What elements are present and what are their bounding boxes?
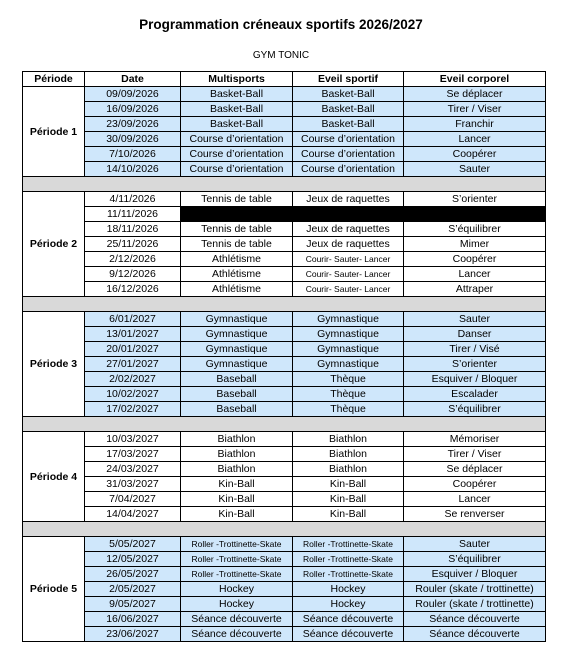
- eveil-corporel-cell: Sauter: [404, 312, 546, 327]
- multisports-cell: [181, 207, 293, 222]
- eveil-sportif-cell: [293, 207, 404, 222]
- eveil-sportif-cell: Roller -Trottinette-Skate: [293, 537, 404, 552]
- eveil-sportif-cell: Biathlon: [293, 462, 404, 477]
- table-row: [23, 162, 546, 177]
- header-period: Période: [23, 72, 85, 87]
- table-row: [23, 387, 546, 402]
- table-row: [23, 117, 546, 132]
- date-cell: 17/03/2027: [85, 447, 181, 462]
- eveil-sportif-cell: Jeux de raquettes: [293, 237, 404, 252]
- table-row: [23, 402, 546, 417]
- multisports-cell: Gymnastique: [181, 357, 293, 372]
- eveil-sportif-cell: Courir- Sauter- Lancer: [293, 267, 404, 282]
- table-row: [23, 87, 546, 102]
- table-row: [23, 537, 546, 552]
- eveil-sportif-cell: Hockey: [293, 597, 404, 612]
- eveil-sportif-cell: Course d’orientation: [293, 162, 404, 177]
- multisports-cell: Course d’orientation: [181, 162, 293, 177]
- table-row: [23, 507, 546, 522]
- table-row: [23, 192, 546, 207]
- date-cell: 11/11/2026: [85, 207, 181, 222]
- multisports-cell: Athlétisme: [181, 282, 293, 297]
- eveil-sportif-cell: Gymnastique: [293, 327, 404, 342]
- table-row: [23, 342, 546, 357]
- date-cell: 23/06/2027: [85, 627, 181, 642]
- multisports-cell: Gymnastique: [181, 327, 293, 342]
- date-cell: 18/11/2026: [85, 222, 181, 237]
- eveil-corporel-cell: Coopérer: [404, 252, 546, 267]
- table-row: [23, 207, 546, 222]
- table-row: [23, 282, 546, 297]
- date-cell: 4/11/2026: [85, 192, 181, 207]
- eveil-corporel-cell: S’orienter: [404, 192, 546, 207]
- date-cell: 09/09/2026: [85, 87, 181, 102]
- eveil-corporel-cell: Lancer: [404, 492, 546, 507]
- table-row: [23, 552, 546, 567]
- multisports-cell: Roller -Trottinette-Skate: [181, 552, 293, 567]
- eveil-sportif-cell: Course d’orientation: [293, 132, 404, 147]
- eveil-corporel-cell: Séance découverte: [404, 612, 546, 627]
- table-row: [23, 327, 546, 342]
- eveil-corporel-cell: Se renverser: [404, 507, 546, 522]
- eveil-sportif-cell: Roller -Trottinette-Skate: [293, 552, 404, 567]
- eveil-sportif-cell: Hockey: [293, 582, 404, 597]
- header-eveil-corporel: Eveil corporel: [404, 72, 546, 87]
- eveil-sportif-cell: Gymnastique: [293, 342, 404, 357]
- date-cell: 31/03/2027: [85, 477, 181, 492]
- multisports-cell: Basket-Ball: [181, 117, 293, 132]
- eveil-corporel-cell: S’équilibrer: [404, 222, 546, 237]
- multisports-cell: Biathlon: [181, 447, 293, 462]
- eveil-sportif-cell: Gymnastique: [293, 357, 404, 372]
- eveil-corporel-cell: Tirer / Visé: [404, 342, 546, 357]
- multisports-cell: Course d’orientation: [181, 132, 293, 147]
- eveil-corporel-cell: Esquiver / Bloquer: [404, 567, 546, 582]
- eveil-sportif-cell: Séance découverte: [293, 612, 404, 627]
- multisports-cell: Baseball: [181, 402, 293, 417]
- multisports-cell: Séance découverte: [181, 627, 293, 642]
- date-cell: 30/09/2026: [85, 132, 181, 147]
- multisports-cell: Athlétisme: [181, 267, 293, 282]
- period-label: Période 5: [23, 537, 85, 642]
- multisports-cell: Gymnastique: [181, 312, 293, 327]
- date-cell: 14/04/2027: [85, 507, 181, 522]
- multisports-cell: Roller -Trottinette-Skate: [181, 567, 293, 582]
- table-row: [23, 462, 546, 477]
- multisports-cell: Basket-Ball: [181, 102, 293, 117]
- table-row: [23, 612, 546, 627]
- table-row: [23, 582, 546, 597]
- eveil-sportif-cell: Biathlon: [293, 432, 404, 447]
- eveil-sportif-cell: Séance découverte: [293, 627, 404, 642]
- multisports-cell: Hockey: [181, 582, 293, 597]
- multisports-cell: Basket-Ball: [181, 87, 293, 102]
- table-row: [23, 567, 546, 582]
- eveil-corporel-cell: Coopérer: [404, 147, 546, 162]
- eveil-corporel-cell: Sauter: [404, 162, 546, 177]
- date-cell: 7/04/2027: [85, 492, 181, 507]
- multisports-cell: Tennis de table: [181, 192, 293, 207]
- eveil-sportif-cell: Kin-Ball: [293, 507, 404, 522]
- eveil-corporel-cell: Attraper: [404, 282, 546, 297]
- table-row: [23, 252, 546, 267]
- date-cell: 5/05/2027: [85, 537, 181, 552]
- date-cell: 26/05/2027: [85, 567, 181, 582]
- eveil-sportif-cell: Kin-Ball: [293, 492, 404, 507]
- date-cell: 20/01/2027: [85, 342, 181, 357]
- multisports-cell: Gymnastique: [181, 342, 293, 357]
- eveil-sportif-cell: Thèque: [293, 372, 404, 387]
- date-cell: 17/02/2027: [85, 402, 181, 417]
- date-cell: 6/01/2027: [85, 312, 181, 327]
- eveil-corporel-cell: Danser: [404, 327, 546, 342]
- multisports-cell: Baseball: [181, 387, 293, 402]
- table-row: [23, 147, 546, 162]
- table-row: [23, 492, 546, 507]
- table-row: [23, 237, 546, 252]
- date-cell: 25/11/2026: [85, 237, 181, 252]
- eveil-sportif-cell: Roller -Trottinette-Skate: [293, 567, 404, 582]
- eveil-sportif-cell: Gymnastique: [293, 312, 404, 327]
- multisports-cell: Hockey: [181, 597, 293, 612]
- eveil-sportif-cell: Course d’orientation: [293, 147, 404, 162]
- header-eveil-sportif: Eveil sportif: [293, 72, 404, 87]
- date-cell: 24/03/2027: [85, 462, 181, 477]
- header-row: [23, 72, 546, 87]
- table-row: [23, 597, 546, 612]
- date-cell: 10/02/2027: [85, 387, 181, 402]
- period-separator: [23, 177, 546, 192]
- eveil-corporel-cell: Coopérer: [404, 477, 546, 492]
- separator-cell: [23, 417, 546, 432]
- eveil-corporel-cell: S’équilibrer: [404, 552, 546, 567]
- eveil-sportif-cell: Basket-Ball: [293, 102, 404, 117]
- multisports-cell: Biathlon: [181, 462, 293, 477]
- table-row: [23, 627, 546, 642]
- multisports-cell: Tennis de table: [181, 222, 293, 237]
- period-label: Période 4: [23, 432, 85, 522]
- separator-cell: [23, 177, 546, 192]
- eveil-sportif-cell: Thèque: [293, 387, 404, 402]
- page-title: Programmation créneaux sportifs 2026/2027: [139, 17, 423, 32]
- eveil-corporel-cell: Lancer: [404, 132, 546, 147]
- multisports-cell: Tennis de table: [181, 237, 293, 252]
- multisports-cell: Baseball: [181, 372, 293, 387]
- eveil-corporel-cell: Mémoriser: [404, 432, 546, 447]
- date-cell: 2/05/2027: [85, 582, 181, 597]
- eveil-corporel-cell: Lancer: [404, 267, 546, 282]
- multisports-cell: Course d’orientation: [181, 147, 293, 162]
- table-row: [23, 372, 546, 387]
- table-row: [23, 222, 546, 237]
- date-cell: 16/12/2026: [85, 282, 181, 297]
- separator-cell: [23, 522, 546, 537]
- eveil-corporel-cell: Escalader: [404, 387, 546, 402]
- table-row: [23, 357, 546, 372]
- table-row: [23, 432, 546, 447]
- eveil-corporel-cell: S’équilibrer: [404, 402, 546, 417]
- multisports-cell: Athlétisme: [181, 252, 293, 267]
- date-cell: 23/09/2026: [85, 117, 181, 132]
- multisports-cell: Roller -Trottinette-Skate: [181, 537, 293, 552]
- date-cell: 14/10/2026: [85, 162, 181, 177]
- date-cell: 27/01/2027: [85, 357, 181, 372]
- date-cell: 9/05/2027: [85, 597, 181, 612]
- eveil-corporel-cell: Se déplacer: [404, 462, 546, 477]
- date-cell: 2/02/2027: [85, 372, 181, 387]
- multisports-cell: Kin-Ball: [181, 492, 293, 507]
- eveil-corporel-cell: [404, 207, 546, 222]
- table-row: [23, 312, 546, 327]
- eveil-corporel-cell: Sauter: [404, 537, 546, 552]
- eveil-corporel-cell: Rouler (skate / trottinette): [404, 597, 546, 612]
- eveil-corporel-cell: Mimer: [404, 237, 546, 252]
- schedule-table: [22, 71, 546, 642]
- separator-cell: [23, 297, 546, 312]
- period-label: Période 3: [23, 312, 85, 417]
- date-cell: 9/12/2026: [85, 267, 181, 282]
- eveil-corporel-cell: Franchir: [404, 117, 546, 132]
- eveil-sportif-cell: Jeux de raquettes: [293, 192, 404, 207]
- eveil-sportif-cell: Thèque: [293, 402, 404, 417]
- date-cell: 2/12/2026: [85, 252, 181, 267]
- eveil-corporel-cell: Se déplacer: [404, 87, 546, 102]
- eveil-corporel-cell: Esquiver / Bloquer: [404, 372, 546, 387]
- period-label: Période 1: [23, 87, 85, 177]
- table-row: [23, 132, 546, 147]
- table-row: [23, 102, 546, 117]
- eveil-corporel-cell: Tirer / Viser: [404, 102, 546, 117]
- table-row: [23, 267, 546, 282]
- date-cell: 10/03/2027: [85, 432, 181, 447]
- date-cell: 13/01/2027: [85, 327, 181, 342]
- eveil-sportif-cell: Jeux de raquettes: [293, 222, 404, 237]
- table-row: [23, 447, 546, 462]
- date-cell: 16/09/2026: [85, 102, 181, 117]
- period-separator: [23, 297, 546, 312]
- multisports-cell: Kin-Ball: [181, 477, 293, 492]
- table-row: [23, 477, 546, 492]
- period-separator: [23, 417, 546, 432]
- eveil-sportif-cell: Biathlon: [293, 447, 404, 462]
- header-date: Date: [85, 72, 181, 87]
- date-cell: 16/06/2027: [85, 612, 181, 627]
- multisports-cell: Biathlon: [181, 432, 293, 447]
- page-subtitle: GYM TONIC: [252, 50, 310, 61]
- eveil-sportif-cell: Courir- Sauter- Lancer: [293, 252, 404, 267]
- multisports-cell: Séance découverte: [181, 612, 293, 627]
- period-label: Période 2: [23, 192, 85, 297]
- header-multisports: Multisports: [181, 72, 293, 87]
- eveil-corporel-cell: Séance découverte: [404, 627, 546, 642]
- multisports-cell: Kin-Ball: [181, 507, 293, 522]
- eveil-corporel-cell: S’orienter: [404, 357, 546, 372]
- eveil-corporel-cell: Rouler (skate / trottinette): [404, 582, 546, 597]
- date-cell: 12/05/2027: [85, 552, 181, 567]
- eveil-sportif-cell: Basket-Ball: [293, 87, 404, 102]
- date-cell: 7/10/2026: [85, 147, 181, 162]
- eveil-sportif-cell: Basket-Ball: [293, 117, 404, 132]
- eveil-sportif-cell: Kin-Ball: [293, 477, 404, 492]
- period-separator: [23, 522, 546, 537]
- eveil-corporel-cell: Tirer / Viser: [404, 447, 546, 462]
- eveil-sportif-cell: Courir- Sauter- Lancer: [293, 282, 404, 297]
